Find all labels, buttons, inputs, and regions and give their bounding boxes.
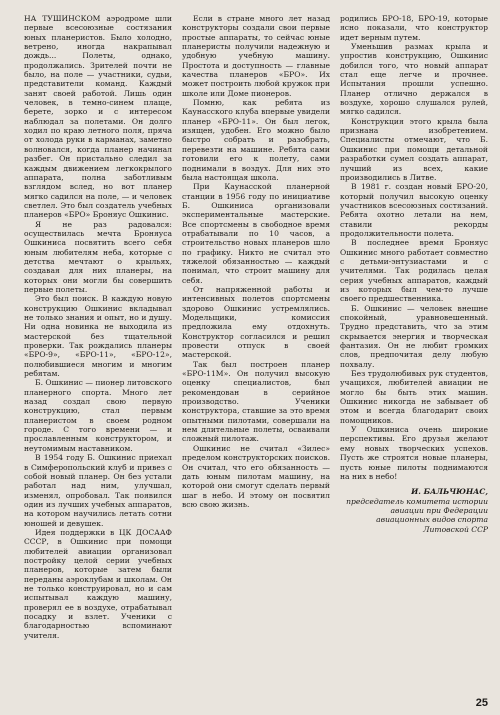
paragraph: От напряженной работы и интенсивных полетов спортсмены здорово Ошкинис устремлялись. Модельщики, комиссия предложила ему отдохнуть. Конструктор согласился и решил провести отпуск в своей мастерской. bbox=[182, 284, 330, 360]
paragraph: Помню, как ребята из Каунасского клуба впервые увидели планер «БРО-11». Он был легок, изящен, удобен. Его можно было быстро собрать и разобрать, перевезти на машине. Ребята сами готовили его к полету, сами поднимали в воздух. Для них это была настоящая школа. bbox=[182, 98, 330, 182]
paragraph: При Каунасской планерной станции в 1956 году по инициативе Б. Ошкиниса организовали экспериментальные мастерские. Все спортсмены в свободное время отрабатывали по 10 часов, а строительство новых планеров шло по графику. Никто не считал это тяжелой обязанностью — каждый понимал, что строит машину для себя. bbox=[182, 182, 330, 285]
paragraph: родились БРО-18, БРО-19, которые ясно показали, что конструктор идет верным путем. bbox=[340, 14, 488, 42]
author-signature bbox=[340, 487, 488, 534]
paragraph: В последнее время Броняус Ошкинис много работает совместно с детьми-энтузиастами и с учителями. Так родилась целая серия учебных аппаратов, каждый из которых был чем-то лучше своего предшественника. bbox=[340, 238, 488, 304]
paragraph: Ошкинис не считал «Зилес» пределом конструкторских поисков. Он считал, что его обязанность — дать юным пилотам машину, на которой они смогут сделать первый шаг в небо. И этому он посвятил всю свою жизнь. bbox=[182, 443, 330, 509]
paragraph: В 1954 году Б. Ошкинис приехал в Симферопольский клуб и привез с собой новый планер. Он без устали работал над ним, улучшал, изменял, опробовал. Так появился один из лучших учебных аппаратов, на котором научились летать сотни юношей и девушек. bbox=[24, 453, 172, 528]
author-name: И. БАЛЬЧЮНАС, bbox=[411, 487, 488, 497]
paragraph: Уменьшив размах крыла и упростив конструкцию, Ошкинис добился того, что новый аппарат стал еще легче и прочнее. Испытания прошли успешно. Планер отлично держался в воздухе, хорошо слушался рулей, мягко садился. bbox=[340, 42, 488, 117]
article-column-1 bbox=[24, 14, 172, 686]
paragraph: Так был построен планер «БРО-11М». Он получил высокую оценку специалистов, был рекомендован в серийное производство. Ученики конструктора, ставшие за это время опытными пилотами, совершали на нем длительные полеты, осваивали сложный пилотаж. bbox=[182, 359, 330, 444]
paragraph: Я не раз радовался: осуществилась мечта Броняуса Ошкиниса посвятить всего себя юным любителям неба, которые с детства мечтают о крыльях, создавая для них планеры, на которых они могли бы совершить первые полеты. bbox=[24, 219, 172, 294]
paragraph: Б. Ошкинис — пионер литовского планерного спорта. Много лет назад создал свою первую конструкцию, стал первым планеристом в своем родном городе. С того времени — и прославленным конструктором, и неутомимым наставником. bbox=[24, 378, 172, 453]
page-number: 25 bbox=[475, 697, 488, 709]
paragraph: Б. Ошкинис — человек внешне спокойный, уравновешенный. Трудно представить, что за этим скрывается энергия и творческая фантазия. Он не любит громких слов, предпочитая делу любую похвалу. bbox=[340, 303, 488, 369]
paragraph: Это был поиск. В каждую новую конструкцию Ошкинис вкладывал не только знания и опыт, но и душу. Ни одна новинка не выходила из мастерской без тщательной проверки. Так рождались планеры «БРО-9», «БРО-11», «БРО-12», полюбившиеся многим и многим ребятам. bbox=[24, 294, 172, 379]
article-columns bbox=[24, 14, 488, 686]
author-title: председатель комитета истории авиации при Федерации авиационных видов спорта Литовской ССР bbox=[346, 496, 488, 534]
article-column-3 bbox=[340, 14, 488, 686]
article-column-2 bbox=[182, 14, 330, 686]
paragraph: Если в стране много лет назад конструкторы создали свои первые простые аппараты, то сейчас юные планеристы получили надежную и удобную учебную машину. Простота и доступность — главные качества планеров «БРО». Их может построить любой кружок при школе или Доме пионеров. bbox=[182, 14, 330, 98]
paragraph: НА ТУШИНСКОМ аэродроме шли первые всесоюзные состязания юных планеристов. Было холодно, ветрено, иногда накрапывал дождь... Полеты, однако, продолжались. Зрителей почти не было, на поле — участники, судьи, представители команд. Каждый занят своей работой. Лишь один человек, в темно-синем плаще, берете, зорко и с интересом наблюдал за полетами. Он долго ходил по краю летного поля, пряча от холода руки в карманах, заметно волновался, когда планер начинал разбег. Он пристально следил за каждым движением легкокрылого аппарата, полна заботливым взглядом вслед, но вот планер мягко садился на поле, — и человек светлел. Это был создатель учебных планеров «БРО» Броняус Ошкинис. bbox=[24, 14, 172, 220]
paragraph: В 1981 г. создан новый БРО-20, который получил высокую оценку участников всесоюзных состязаний. Ребята охотно летали на нем, ставили рекорды продолжительности полета. bbox=[340, 182, 488, 238]
paragraph: Идея поддержки в ЦК ДОСААФ СССР, в Ошкинис при помощи любителей авиации организовал постройку целой серии учебных планеров, которые затем были переданы аэроклубам и школам. Он не только конструировал, но и сам испытывал каждую машину, проверял ее в воздухе, отрабатывал посадку и взлет. Ученики с благодарностью вспоминают учителя. bbox=[24, 527, 172, 640]
paragraph: Конструкция этого крыла была признана изобретением. Специалисты отмечают, что Б. Ошкинис при помощи детальной разработки сумел создать аппарат, лучший из всех, какие производились в Литве. bbox=[340, 116, 488, 182]
paragraph: Без трудолюбивых рук студентов, учащихся, любителей авиации не могло бы быть этих машин. Ошкинис никогда не забывает об этом и всегда благодарит своих помощников. bbox=[340, 369, 488, 425]
paragraph: У Ошкиниса очень широкие перспективы. Его друзья желают ему новых творческих успехов. Пусть же строятся новые планеры, пусть юные пилоты поднимаются на них в небо! bbox=[340, 425, 488, 481]
